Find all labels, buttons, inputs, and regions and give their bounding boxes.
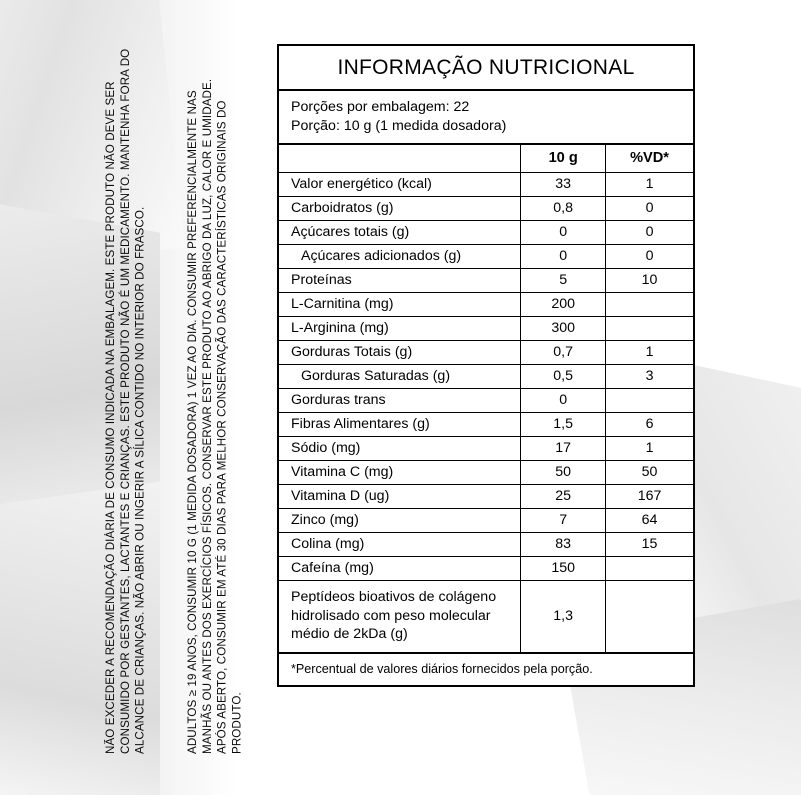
nutrient-amount: 0,7 <box>521 341 606 365</box>
nutrient-name: Carboidratos (g) <box>279 197 521 221</box>
table-row <box>279 197 693 221</box>
nutrient-daily-value <box>606 293 693 317</box>
nutrient-name: Gorduras trans <box>279 389 521 413</box>
table-row <box>279 317 693 341</box>
nutrient-amount: 0,5 <box>521 365 606 389</box>
nutrient-daily-value: 10 <box>606 269 693 293</box>
table-row <box>279 581 693 653</box>
nutrient-name: Sódio (mg) <box>279 437 521 461</box>
table-row <box>279 173 693 197</box>
column-header-dv: %VD* <box>606 145 693 173</box>
nutrient-amount: 150 <box>521 557 606 581</box>
nutrient-amount: 5 <box>521 269 606 293</box>
nutrient-name: Valor energético (kcal) <box>279 173 521 197</box>
nutrient-daily-value <box>606 581 693 653</box>
nutrient-daily-value <box>606 389 693 413</box>
table-row <box>279 509 693 533</box>
table-row <box>279 389 693 413</box>
table-row <box>279 293 693 317</box>
nutrient-name: Cafeína (mg) <box>279 557 521 581</box>
table-row <box>279 557 693 581</box>
table-row <box>279 533 693 557</box>
nutrient-name: L-Carnitina (mg) <box>279 293 521 317</box>
portion-size: Porção: 10 g (1 medida dosadora) <box>291 117 507 134</box>
table-row <box>279 221 693 245</box>
nutrient-amount: 17 <box>521 437 606 461</box>
nutrient-name: Açúcares totais (g) <box>279 221 521 245</box>
nutrient-daily-value <box>606 317 693 341</box>
column-header-nutrient <box>279 145 521 173</box>
nutrient-amount: 1,3 <box>521 581 606 653</box>
nutrient-daily-value: 0 <box>606 197 693 221</box>
table-row <box>279 413 693 437</box>
nutrition-facts-panel <box>277 44 695 687</box>
table-row <box>279 485 693 509</box>
nutrient-name: Gorduras Saturadas (g) <box>279 365 521 389</box>
nutrient-amount: 25 <box>521 485 606 509</box>
nutrient-name: Proteínas <box>279 269 521 293</box>
nutrient-amount: 7 <box>521 509 606 533</box>
table-header-row <box>279 145 693 173</box>
nutrient-amount: 200 <box>521 293 606 317</box>
nutrient-name: Colina (mg) <box>279 533 521 557</box>
nutrient-daily-value: 0 <box>606 245 693 269</box>
nutrition-table <box>279 145 693 653</box>
table-row <box>279 341 693 365</box>
usage-text-column: ADULTOS ≥ 19 ANOS, CONSUMIR 10 G (1 MEDIDA DOSADORA) 1 VEZ AO DIA. CONSUMIR PREFERENCIALMENTE NAS MANHÃS OU ANTES DOS EXERCÍCIOS FÍSICOS. CONSERVAR ESTE PRODUTO AO ABRIGO DA LUZ, CALOR E UMIDADE. APÓS ABERTO, CONSUMIR EM ATÉ 30 DIAS PARA MELHOR CONSERVAÇÃO DAS CARACTERÍSTICAS ORIGINAIS DO PRODUTO. <box>186 76 244 754</box>
nutrient-daily-value: 1 <box>606 437 693 461</box>
nutrient-daily-value: 15 <box>606 533 693 557</box>
portions-per-package: Porções por embalagem: 22 <box>291 99 470 115</box>
nutrient-daily-value <box>606 557 693 581</box>
nutrient-name: Vitamina C (mg) <box>279 461 521 485</box>
nutrient-daily-value: 3 <box>606 365 693 389</box>
warning-text-column: NÃO EXCEDER A RECOMENDAÇÃO DIÁRIA DE CONSUMO INDICADA NA EMBALAGEM. ESTE PRODUTO NÃO DEVE SER CONSUMIDO POR GESTANTES, LACTANTES E CRIANÇAS. ESTE PRODUTO NÃO É UM MEDICAMENTO. MANTENHA FORA DO ALCANCE DE CRIANÇAS. NÃO ABRIR OU INGERIR A SÍLICA CONTIDO NO INTERIOR DO FRASCO. <box>104 46 147 754</box>
table-row <box>279 365 693 389</box>
nutrient-name: Peptídeos bioativos de colágeno hidrolisado com peso molecular médio de 2kDa (g) <box>279 581 521 653</box>
nutrient-amount: 0,8 <box>521 197 606 221</box>
nutrient-amount: 1,5 <box>521 413 606 437</box>
nutrient-amount: 300 <box>521 317 606 341</box>
nutrient-name: Açúcares adicionados (g) <box>279 245 521 269</box>
footnote: *Percentual de valores diários fornecidos pela porção. <box>291 661 593 676</box>
nutrient-amount: 50 <box>521 461 606 485</box>
nutrient-amount: 0 <box>521 221 606 245</box>
table-row <box>279 269 693 293</box>
nutrient-name: L-Arginina (mg) <box>279 317 521 341</box>
nutrient-daily-value: 1 <box>606 173 693 197</box>
nutrient-name: Gorduras Totais (g) <box>279 341 521 365</box>
nutrient-daily-value: 167 <box>606 485 693 509</box>
panel-title: INFORMAÇÃO NUTRICIONAL <box>279 46 693 91</box>
nutrient-name: Vitamina D (ug) <box>279 485 521 509</box>
serving-info <box>279 91 693 145</box>
nutrient-name: Zinco (mg) <box>279 509 521 533</box>
nutrient-daily-value: 6 <box>606 413 693 437</box>
nutrient-daily-value: 0 <box>606 221 693 245</box>
nutrient-amount: 0 <box>521 245 606 269</box>
nutrient-daily-value: 64 <box>606 509 693 533</box>
table-row <box>279 437 693 461</box>
table-row <box>279 245 693 269</box>
column-header-amount: 10 g <box>521 145 606 173</box>
nutrient-name: Fibras Alimentares (g) <box>279 413 521 437</box>
nutrient-daily-value: 1 <box>606 341 693 365</box>
nutrient-amount: 33 <box>521 173 606 197</box>
table-row <box>279 461 693 485</box>
nutrient-amount: 83 <box>521 533 606 557</box>
nutrient-amount: 0 <box>521 389 606 413</box>
nutrient-daily-value: 50 <box>606 461 693 485</box>
